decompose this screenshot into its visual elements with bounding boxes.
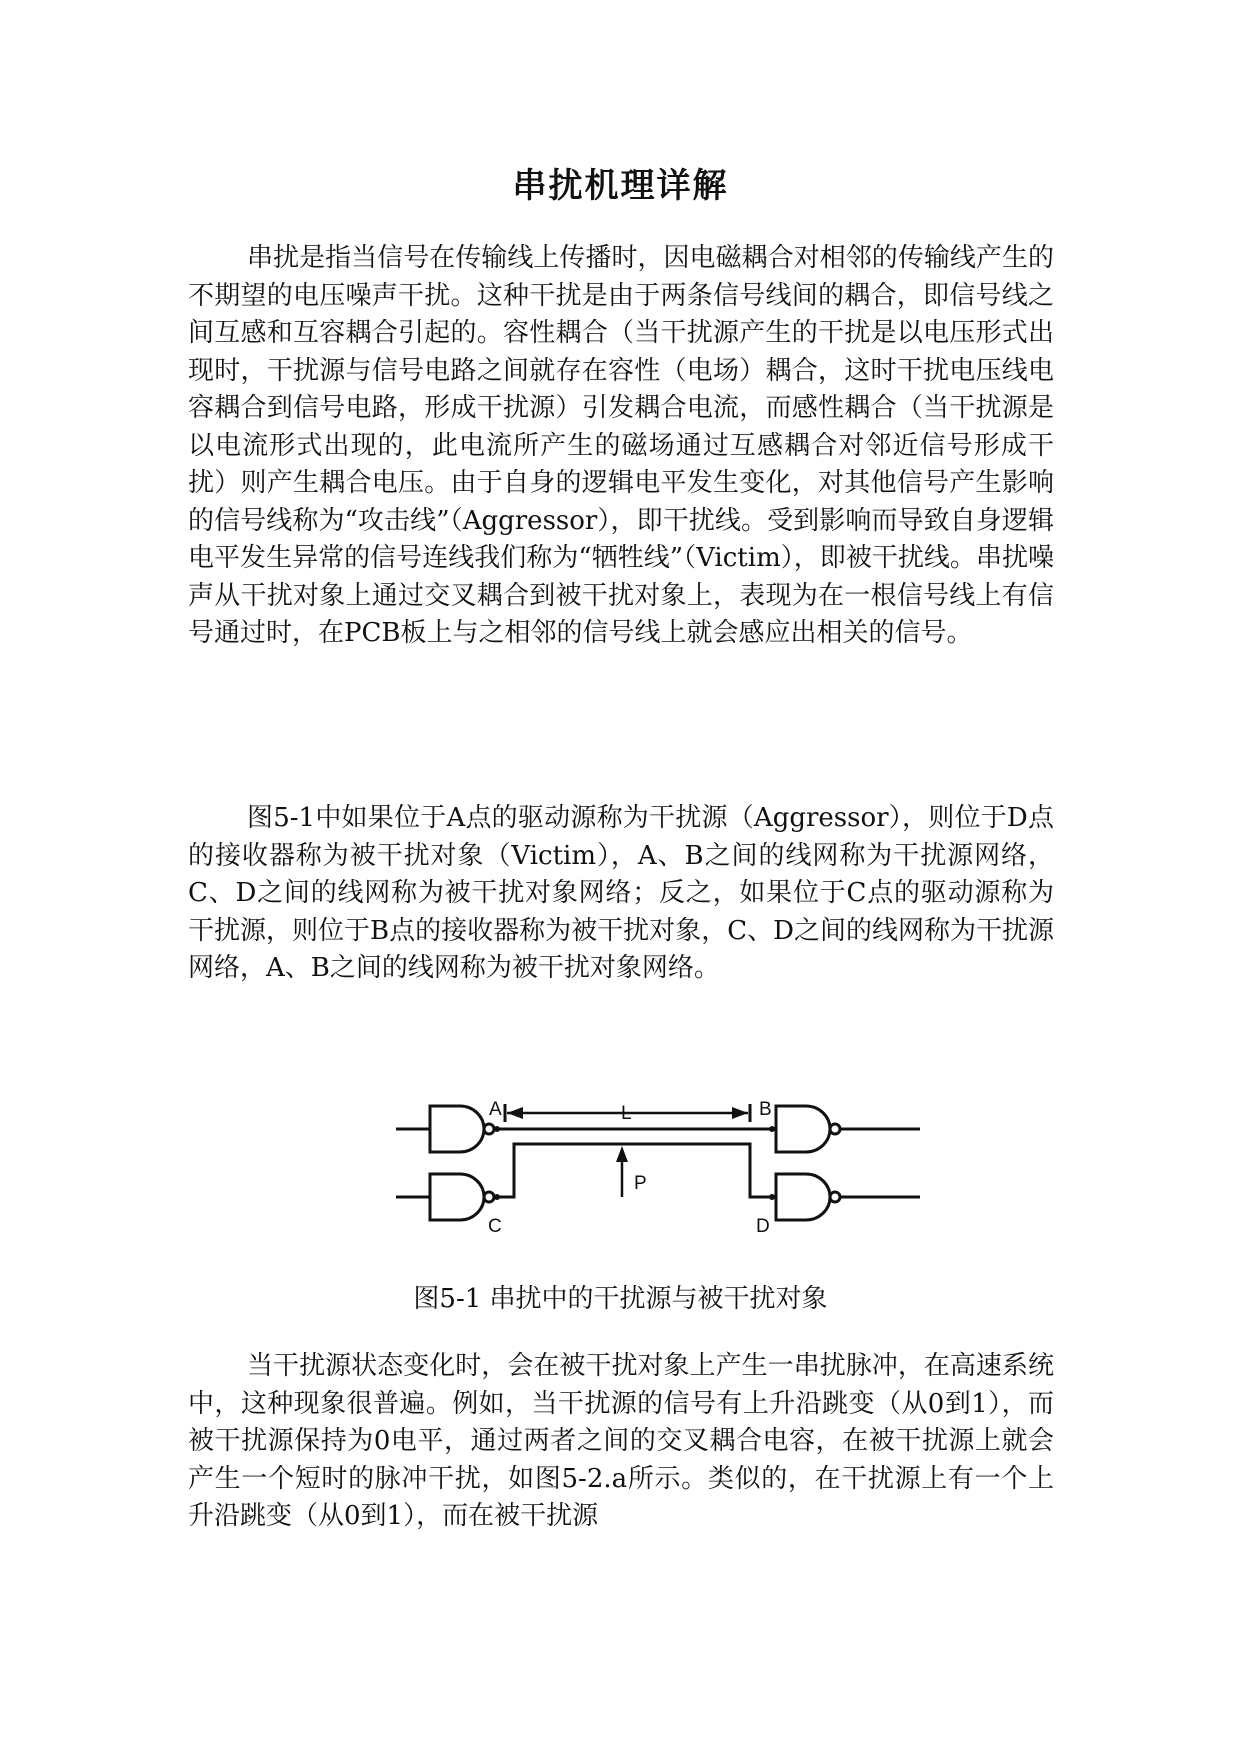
- node-dot-c: [494, 1194, 500, 1200]
- node-dot-d: [769, 1194, 775, 1200]
- crosstalk-circuit-figure: [388, 1082, 928, 1258]
- label-length: L: [621, 1103, 632, 1124]
- document-title: 串扰机理详解: [512, 166, 729, 206]
- length-arrowhead-left: [507, 1107, 523, 1119]
- label-b: B: [759, 1099, 772, 1120]
- nand-gate-receiver-b: [776, 1106, 920, 1152]
- length-arrowhead-right: [732, 1107, 748, 1119]
- label-c: C: [488, 1216, 502, 1237]
- body-paragraph: 当干扰源状态变化时，会在被干扰对象上产生一串扰脉冲，在高速系统中，这种现象很普遍。例如，当干扰源的信号有上升沿跳变（从0到1），而被干扰源保持为0电平，通过两者之间的交叉耦合电容，在被干扰源上就会产生一个短时的脉冲干扰，如图5-2.a所示。类似的，在干扰源上有一个上升沿跳变（从0到1），而在被干扰源: [188, 1351, 1054, 1531]
- nand-gate-receiver-d: [776, 1174, 920, 1220]
- nand-gate-driver-a: [396, 1106, 494, 1152]
- nand-gate-driver-c: [396, 1174, 494, 1220]
- node-dot-b: [769, 1126, 775, 1132]
- node-dot-a: [494, 1126, 500, 1132]
- label-pointer: P: [634, 1173, 647, 1194]
- body-paragraph: 图5-1中如果位于A点的驱动源称为干扰源（Aggressor），则位于D点的接收器称为被干扰对象（Victim），A、B之间的线网称为干扰源网络，C、D之间的线网称为被干扰对象网络；反之，如果位于C点的驱动源称为干扰源，则位于B点的接收器称为被干扰对象，C、D之间的线网称为干扰源网络，A、B之间的线网称为被干扰对象网络。: [188, 803, 1054, 983]
- label-d: D: [756, 1216, 770, 1237]
- label-a: A: [489, 1099, 502, 1120]
- figure-caption: 图5-1 串扰中的干扰源与被干扰对象: [413, 1284, 828, 1314]
- pointer-arrowhead: [616, 1146, 628, 1162]
- body-paragraph: 串扰是指当信号在传输线上传播时，因电磁耦合对相邻的传输线产生的不期望的电压噪声干扰。这种干扰是由于两条信号线间的耦合，即信号线之间互感和互容耦合引起的。容性耦合（当干扰源产生的干扰是以电压形式出现时，干扰源与信号电路之间就存在容性（电场）耦合，这时干扰电压线电容耦合到信号电路，形成干扰源）引发耦合电流，而感性耦合（当干扰源是以电流形式出现的，此电流所产生的磁场通过互感耦合对邻近信号形成干扰）则产生耦合电压。由于自身的逻辑电平发生变化，对其他信号产生影响的信号线称为“攻击线”（Aggressor），即干扰线。受到影响而导致自身逻辑电平发生异常的信号连线我们称为“牺牲线”（Victim），即被干扰线。串扰噪声从干扰对象上通过交叉耦合到被干扰对象上，表现为在一根信号线上有信号通过时，在PCB板上与之相邻的信号线上就会感应出相关的信号。: [188, 243, 1054, 648]
